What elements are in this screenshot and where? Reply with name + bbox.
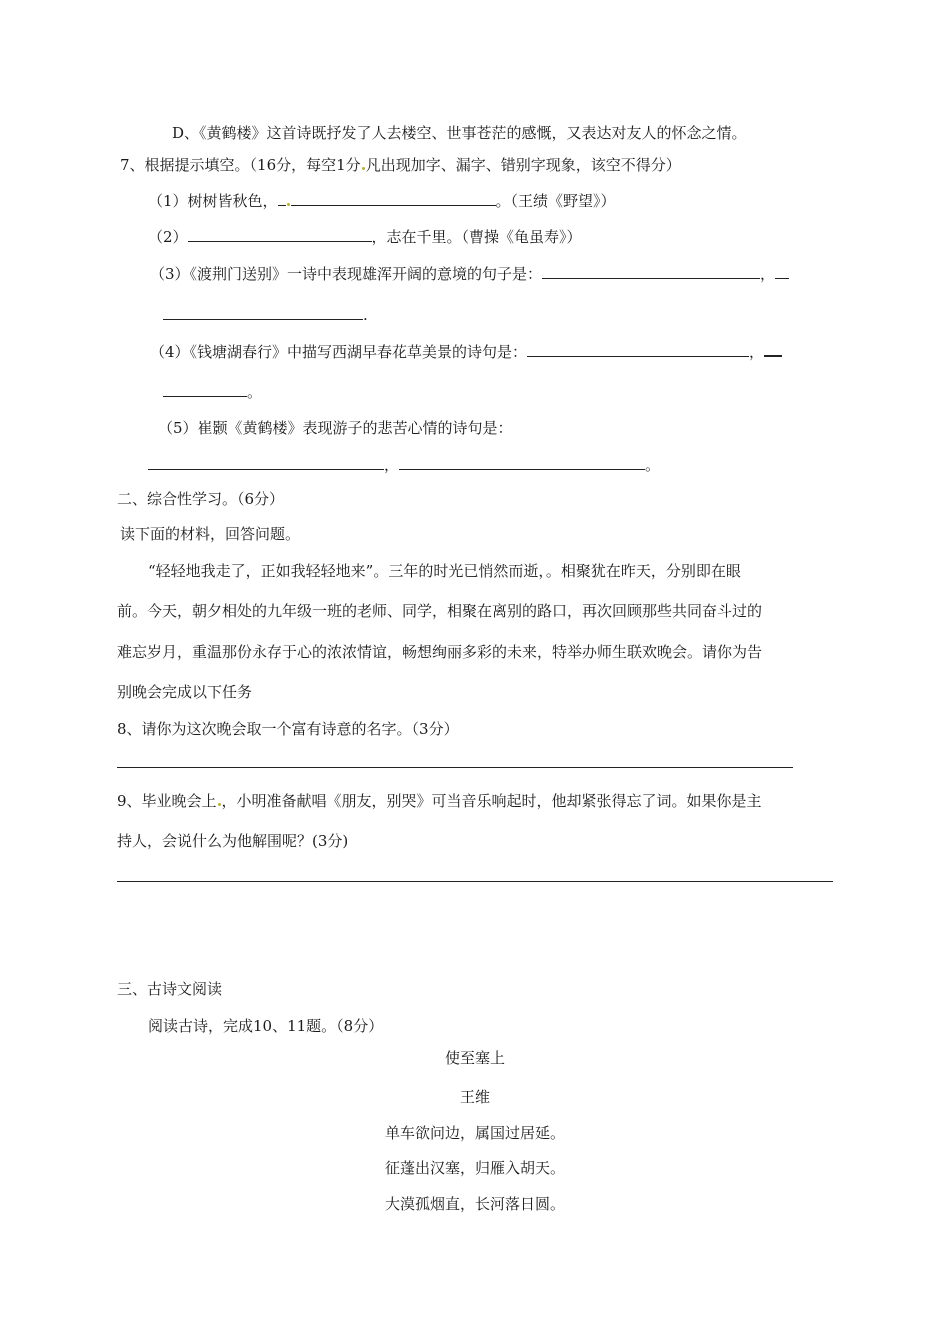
highlight-dot: [218, 803, 221, 806]
q7-item-4-text: （4）《钱塘湖春行》中描写西湖早春花草美景的诗句是：: [150, 343, 528, 361]
highlight-dot: [287, 203, 290, 206]
fill-blank[interactable]: [399, 455, 645, 470]
q7-heading: [120, 155, 681, 175]
q7-item-3: [150, 264, 789, 284]
fill-blank[interactable]: [527, 342, 749, 357]
q7-item-5-answer-line: [148, 455, 660, 475]
q7-item-2-suffix: ，志在千里。（曹操《龟虽寿》）: [371, 228, 582, 246]
question-9-line-1: [117, 791, 762, 811]
q7-item-3-text: （3）《渡荆门送别》一诗中表现雄浑开阔的意境的句子是：: [150, 265, 543, 283]
q7-item-1-suffix: 。（王绩《野望》）: [495, 192, 616, 210]
question-9-text: ，小明准备献唱《朋友，别哭》可当音乐响起时，他却紧张得忘了词。如果你是主: [221, 792, 762, 810]
q7-item-3-comma: ，: [760, 265, 776, 283]
q7-item-5-comma: ，: [384, 456, 400, 474]
material-paragraph-line-3: 难忘岁月，重温那份永存于心的浓浓情谊，畅想绚丽多彩的未来，特举办师生联欢晚会。请你为告: [117, 643, 763, 661]
q7-item-4-continuation: [163, 382, 262, 402]
answer-line-q8[interactable]: [117, 767, 793, 768]
poem-title: 使至塞上: [444, 1049, 505, 1067]
q7-heading-part1: 7、根据提示填空。（16分，每空1分: [120, 156, 361, 174]
q7-heading-part2: 凡出现加字、漏字、错别字现象，该空不得分）: [365, 156, 681, 174]
question-8: 8、请你为这次晚会取一个富有诗意的名字。（3分）: [117, 720, 459, 738]
question-9-prefix: 9、毕业晚会上: [117, 792, 217, 810]
q7-item-3-end: .: [363, 306, 368, 324]
q7-item-2: [148, 227, 582, 247]
fill-blank[interactable]: [163, 382, 247, 397]
poem-line-2: 征蓬出汉塞，归雁入胡天。: [384, 1159, 565, 1177]
q6-option-d: D、《黄鹤楼》这首诗既抒发了人去楼空、世事苍茫的感慨，又表达对友人的怀念之情。: [172, 124, 747, 142]
q7-item-4-end: 。: [247, 383, 263, 401]
fill-blank[interactable]: [291, 191, 496, 206]
fill-blank[interactable]: [542, 264, 760, 279]
q7-item-3-continuation: [163, 305, 368, 325]
q7-item-5-end: 。: [645, 456, 661, 474]
q7-item-1-prefix: （1）树树皆秋色，: [148, 192, 278, 210]
q7-item-1: [148, 191, 616, 211]
fill-blank[interactable]: [163, 305, 363, 320]
material-paragraph-line-4: 别晚会完成以下任务: [117, 683, 253, 701]
fill-blank[interactable]: [278, 191, 286, 206]
section-2-instruction: 读下面的材料，回答问题。: [120, 525, 301, 543]
fill-blank[interactable]: [764, 341, 782, 357]
question-9-line-2: 持人，会说什么为他解围呢？(3分): [117, 832, 349, 850]
section-2-title: 二、综合性学习。（6分）: [117, 490, 285, 508]
material-paragraph-line-1: “轻轻地我走了，正如我轻轻地来”。三年的时光已悄然而逝，。相聚犹在昨天，分别即在眼: [148, 562, 741, 580]
q7-item-4: [150, 341, 782, 362]
fill-blank[interactable]: [148, 455, 384, 470]
highlight-dot: [362, 167, 365, 170]
q7-item-4-comma: ，: [749, 343, 765, 361]
q7-item-5: （5）崔颢《黄鹤楼》表现游子的悲苦心情的诗句是：: [158, 419, 513, 437]
material-paragraph-line-2: 前。今天，朝夕相处的九年级一班的老师、同学，相聚在离别的路口，再次回顾那些共同奋斗过的: [117, 602, 763, 620]
section-3-instruction: 阅读古诗，完成10、11题。（8分）: [148, 1017, 384, 1035]
fill-blank[interactable]: [188, 227, 372, 242]
answer-line-q9[interactable]: [117, 881, 833, 882]
poem-line-1: 单车欲问边，属国过居延。: [384, 1124, 565, 1142]
fill-blank[interactable]: [775, 264, 789, 279]
q7-item-2-prefix: （2）: [148, 228, 188, 246]
poem-line-3: 大漠孤烟直，长河落日圆。: [384, 1195, 565, 1213]
poem-author: 王维: [459, 1088, 490, 1106]
section-3-title: 三、古诗文阅读: [117, 980, 223, 998]
